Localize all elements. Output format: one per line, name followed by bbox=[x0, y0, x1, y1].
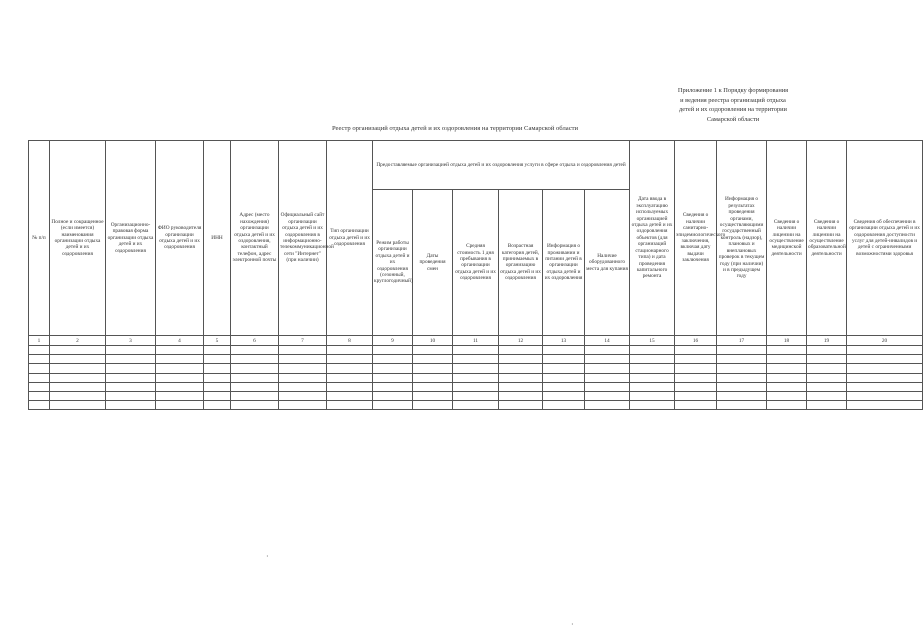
table-cell bbox=[279, 400, 327, 409]
column-number: 7 bbox=[279, 336, 327, 346]
table-cell bbox=[675, 355, 717, 364]
table-cell bbox=[231, 400, 279, 409]
table-cell bbox=[499, 346, 543, 355]
table-cell bbox=[279, 346, 327, 355]
column-number: 14 bbox=[585, 336, 630, 346]
column-number: 8 bbox=[327, 336, 373, 346]
table-cell bbox=[543, 346, 585, 355]
table-cell bbox=[50, 382, 106, 391]
table-cell bbox=[717, 355, 767, 364]
table-cell bbox=[453, 364, 499, 373]
table-cell bbox=[675, 373, 717, 382]
table-cell bbox=[50, 391, 106, 400]
header-col-16: Сведения о наличии санитарно-эпидемиологического заключения, включая дату выдачи заключения bbox=[675, 141, 717, 336]
scan-speck: · bbox=[266, 552, 269, 561]
column-number: 2 bbox=[50, 336, 106, 346]
table-cell bbox=[231, 373, 279, 382]
table-cell bbox=[543, 382, 585, 391]
table-cell bbox=[413, 382, 453, 391]
table-cell bbox=[327, 400, 373, 409]
column-number: 20 bbox=[847, 336, 923, 346]
table-cell bbox=[204, 391, 231, 400]
table-cell bbox=[585, 382, 630, 391]
column-number: 17 bbox=[717, 336, 767, 346]
table-cell bbox=[204, 373, 231, 382]
table-cell bbox=[585, 373, 630, 382]
appendix-line-3: детей и их оздоровления на территории bbox=[679, 106, 787, 114]
header-col-17: Информация о результатах проведения органами, осуществляющими государственный контроль (надзор), плановых и внеплановых проверок в текущем году (при наличии) и в предыдущем году bbox=[717, 141, 767, 336]
table-cell bbox=[807, 364, 847, 373]
appendix-note bbox=[664, 86, 802, 124]
column-number: 11 bbox=[453, 336, 499, 346]
table-cell bbox=[373, 364, 413, 373]
table-cell bbox=[543, 364, 585, 373]
table-cell bbox=[499, 382, 543, 391]
header-col-8: Тип организации отдыха детей и их оздоровления bbox=[327, 141, 373, 336]
table-row bbox=[29, 391, 923, 400]
table-cell bbox=[543, 373, 585, 382]
column-number: 9 bbox=[373, 336, 413, 346]
table-cell bbox=[847, 382, 923, 391]
table-cell bbox=[630, 400, 675, 409]
table-row bbox=[29, 400, 923, 409]
table-cell bbox=[204, 346, 231, 355]
table-cell bbox=[453, 373, 499, 382]
table-cell bbox=[675, 391, 717, 400]
table-cell bbox=[29, 355, 50, 364]
column-number: 16 bbox=[675, 336, 717, 346]
column-number: 6 bbox=[231, 336, 279, 346]
table-cell bbox=[106, 382, 156, 391]
table-cell bbox=[717, 364, 767, 373]
table-cell bbox=[630, 346, 675, 355]
registry-table bbox=[28, 140, 923, 410]
table-cell bbox=[675, 382, 717, 391]
table-cell bbox=[106, 391, 156, 400]
header-col-14: Наличие оборудованного места для купания bbox=[585, 189, 630, 336]
table-row bbox=[29, 355, 923, 364]
table-cell bbox=[543, 400, 585, 409]
table-cell bbox=[204, 364, 231, 373]
group-header-services: Предоставляемые организацией отдыха детей и их оздоровления услуги в сфере отдыха и оздоровления детей bbox=[373, 141, 630, 190]
table-cell bbox=[585, 364, 630, 373]
table-cell bbox=[231, 391, 279, 400]
table-cell bbox=[585, 391, 630, 400]
column-number: 13 bbox=[543, 336, 585, 346]
column-number: 15 bbox=[630, 336, 675, 346]
table-cell bbox=[156, 391, 204, 400]
scan-speck: · bbox=[571, 620, 574, 629]
table-cell bbox=[807, 346, 847, 355]
table-cell bbox=[767, 355, 807, 364]
header-col-12: Возрастная категория детей, принимаемых в организацию отдыха детей и их оздоровления bbox=[499, 189, 543, 336]
table-row bbox=[29, 382, 923, 391]
table-row bbox=[29, 373, 923, 382]
header-col-11: Средняя стоимость 1 дня пребывания в организации отдыха детей и их оздоровления bbox=[453, 189, 499, 336]
table-cell bbox=[585, 355, 630, 364]
table-cell bbox=[767, 364, 807, 373]
table-cell bbox=[29, 400, 50, 409]
table-cell bbox=[807, 391, 847, 400]
column-number: 18 bbox=[767, 336, 807, 346]
header-col-20: Сведения об обеспечении в организации отдыха детей и их оздоровления доступности услуг для детей-инвалидов и детей с ограниченными возможностями здоровья bbox=[847, 141, 923, 336]
table-cell bbox=[156, 346, 204, 355]
table-cell bbox=[106, 355, 156, 364]
table-cell bbox=[453, 391, 499, 400]
column-number: 19 bbox=[807, 336, 847, 346]
table-cell bbox=[499, 391, 543, 400]
table-cell bbox=[675, 364, 717, 373]
header-col-15: Дата ввода в эксплуатацию используемых организацией отдыха детей и их оздоровления объектов (для организаций стационарного типа) и дата проведения капитального ремонта bbox=[630, 141, 675, 336]
table-cell bbox=[499, 364, 543, 373]
table-cell bbox=[630, 391, 675, 400]
table-row bbox=[29, 346, 923, 355]
table-cell bbox=[327, 382, 373, 391]
table-cell bbox=[717, 391, 767, 400]
header-col-13: Информация о проживании и питании детей в организации отдыха детей и их оздоровления bbox=[543, 189, 585, 336]
table-cell bbox=[630, 364, 675, 373]
table-cell bbox=[204, 355, 231, 364]
table-cell bbox=[231, 364, 279, 373]
table-cell bbox=[279, 382, 327, 391]
header-col-9: Режим работы организации отдыха детей и их оздоровления (сезонный, круглогодичный) bbox=[373, 189, 413, 336]
table-cell bbox=[847, 364, 923, 373]
table-cell bbox=[156, 373, 204, 382]
table-cell bbox=[499, 355, 543, 364]
table-cell bbox=[373, 391, 413, 400]
header-col-6: Адрес (место нахождения) организации отдыха детей и их оздоровления, контактный телефон, адрес электронной почты bbox=[231, 141, 279, 336]
header-col-3: Организационно-правовая форма организации отдыха детей и их оздоровления bbox=[106, 141, 156, 336]
table-cell bbox=[327, 391, 373, 400]
table-cell bbox=[453, 355, 499, 364]
column-number-row bbox=[29, 336, 923, 346]
table-cell bbox=[767, 373, 807, 382]
table-cell bbox=[29, 382, 50, 391]
header-col-7: Официальный сайт организации отдыха детей и их оздоровления в информационно-телекоммуникационной сети "Интернет" (при наличии) bbox=[279, 141, 327, 336]
table-cell bbox=[499, 373, 543, 382]
table-cell bbox=[106, 373, 156, 382]
table-cell bbox=[50, 400, 106, 409]
table-cell bbox=[807, 382, 847, 391]
table-cell bbox=[327, 364, 373, 373]
table-cell bbox=[543, 355, 585, 364]
table-cell bbox=[453, 382, 499, 391]
table-cell bbox=[50, 355, 106, 364]
table-cell bbox=[156, 382, 204, 391]
header-col-5: ИНН bbox=[204, 141, 231, 336]
appendix-line-2: и ведения реестра организаций отдыха bbox=[680, 96, 786, 104]
table-cell bbox=[50, 346, 106, 355]
table-cell bbox=[279, 391, 327, 400]
column-number: 1 bbox=[29, 336, 50, 346]
table-cell bbox=[767, 346, 807, 355]
table-cell bbox=[630, 355, 675, 364]
table-cell bbox=[231, 355, 279, 364]
table-cell bbox=[204, 400, 231, 409]
header-col-18: Сведения о наличии лицензии на осуществление медицинской деятельности bbox=[767, 141, 807, 336]
table-cell bbox=[50, 364, 106, 373]
table-cell bbox=[847, 373, 923, 382]
table-cell bbox=[847, 391, 923, 400]
table-cell bbox=[807, 400, 847, 409]
table-cell bbox=[717, 373, 767, 382]
table-cell bbox=[373, 382, 413, 391]
table-cell bbox=[847, 346, 923, 355]
table-cell bbox=[327, 355, 373, 364]
appendix-line-4: Самарской области bbox=[706, 115, 760, 123]
document-title: Реестр организаций отдыха детей и их оздоровления на территории Самарской области bbox=[331, 125, 579, 132]
header-col-19: Сведения о наличии лицензии на осуществление образовательной деятельности bbox=[807, 141, 847, 336]
empty-rows bbox=[29, 346, 923, 410]
table-cell bbox=[373, 346, 413, 355]
table-cell bbox=[585, 400, 630, 409]
table-cell bbox=[231, 346, 279, 355]
table-cell bbox=[807, 373, 847, 382]
table-cell bbox=[279, 355, 327, 364]
column-number: 12 bbox=[499, 336, 543, 346]
table-cell bbox=[327, 346, 373, 355]
column-number: 10 bbox=[413, 336, 453, 346]
table-cell bbox=[847, 400, 923, 409]
table-cell bbox=[106, 346, 156, 355]
table-cell bbox=[156, 364, 204, 373]
table-cell bbox=[204, 382, 231, 391]
column-number: 5 bbox=[204, 336, 231, 346]
table-cell bbox=[29, 346, 50, 355]
table-cell bbox=[50, 373, 106, 382]
appendix-line-1: Приложение 1 к Порядку формирования bbox=[677, 87, 789, 94]
table-cell bbox=[373, 400, 413, 409]
table-cell bbox=[767, 391, 807, 400]
table-cell bbox=[847, 355, 923, 364]
column-number: 3 bbox=[106, 336, 156, 346]
table-cell bbox=[453, 346, 499, 355]
table-row bbox=[29, 364, 923, 373]
table-cell bbox=[231, 382, 279, 391]
table-cell bbox=[29, 364, 50, 373]
header-col-4: ФИО руководителя организации отдыха детей и их оздоровления bbox=[156, 141, 204, 336]
table-cell bbox=[413, 355, 453, 364]
table-cell bbox=[807, 355, 847, 364]
table-cell bbox=[453, 400, 499, 409]
table-cell bbox=[413, 346, 453, 355]
table-cell bbox=[106, 364, 156, 373]
table-cell bbox=[413, 373, 453, 382]
header-col-10: Даты проведения смен bbox=[413, 189, 453, 336]
table-cell bbox=[675, 400, 717, 409]
table-cell bbox=[499, 400, 543, 409]
table-cell bbox=[717, 382, 767, 391]
table-cell bbox=[585, 346, 630, 355]
table-cell bbox=[630, 373, 675, 382]
table-cell bbox=[327, 373, 373, 382]
table-cell bbox=[413, 391, 453, 400]
header-col-2: Полное и сокращенное (если имеется) наименования организации отдыха детей и их оздоровления bbox=[50, 141, 106, 336]
table-cell bbox=[106, 400, 156, 409]
table-cell bbox=[156, 400, 204, 409]
table-cell bbox=[373, 355, 413, 364]
table-cell bbox=[630, 382, 675, 391]
header-col-1: № п/п bbox=[29, 141, 50, 336]
table-cell bbox=[543, 391, 585, 400]
table-cell bbox=[373, 373, 413, 382]
table-cell bbox=[767, 400, 807, 409]
table-cell bbox=[717, 400, 767, 409]
table-cell bbox=[279, 373, 327, 382]
table-cell bbox=[413, 400, 453, 409]
table-cell bbox=[675, 346, 717, 355]
table-cell bbox=[717, 346, 767, 355]
table-cell bbox=[767, 382, 807, 391]
table-cell bbox=[29, 373, 50, 382]
table-cell bbox=[29, 391, 50, 400]
table-cell bbox=[279, 364, 327, 373]
table-cell bbox=[156, 355, 204, 364]
table-cell bbox=[413, 364, 453, 373]
column-number: 4 bbox=[156, 336, 204, 346]
